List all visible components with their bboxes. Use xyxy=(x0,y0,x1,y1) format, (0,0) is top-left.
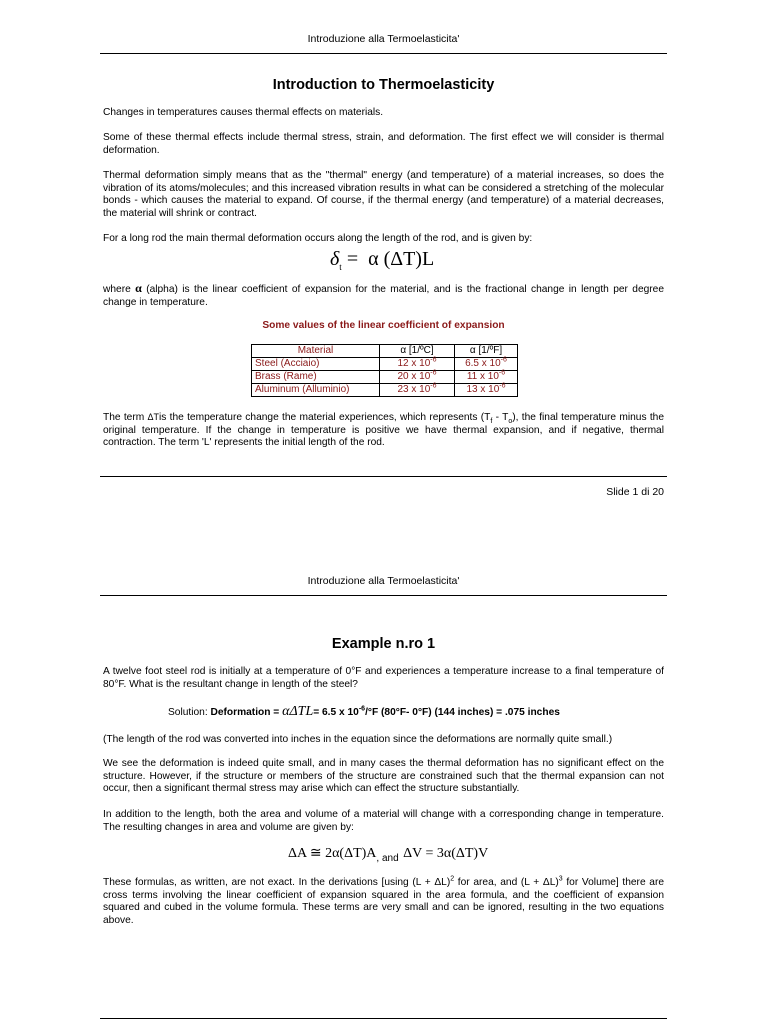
page-header: Introduzione alla Termoelasticita' xyxy=(307,33,460,45)
paragraph-deformation: Thermal deformation simply means that as the "thermal" energy (and temperature) of a material increases, so does the vibration of its atoms/molecules; and this increased vibration results in what can be considered a stretching of the molecular bonds - which causes the material to expand. Of course, if the thermal energy (and temperature) of a material decreases, the material will shrink or contract. xyxy=(103,170,664,219)
table-header-row xyxy=(252,345,518,358)
table-cell-fahrenheit: 13 x $10^{-6}$ xyxy=(455,384,518,397)
table-row xyxy=(252,384,518,397)
solution-formula: αΔTL xyxy=(282,704,314,719)
area-volume-equations xyxy=(288,844,488,862)
equation-delta-subscript: t xyxy=(339,262,342,272)
page-header: Introduzione alla Termoelasticita' xyxy=(307,575,460,587)
table-cell-material: Brass (Rame) xyxy=(252,371,380,384)
area-equation: ΔA ≅ 2α(ΔT)A xyxy=(288,846,377,861)
equation-delta: δ xyxy=(330,248,340,270)
footer-divider xyxy=(100,1018,667,1019)
table-cell-celsius: 12 x $10^{-6}$ xyxy=(380,358,455,371)
page-title: Example n.ro 1 xyxy=(331,636,436,652)
solution-bold: Deformation = xyxy=(210,707,283,718)
equation-rhs: = α (ΔT)L xyxy=(346,248,435,270)
paragraph-approximation: These formulas, as written, are not exact. In the derivations [using $(L + \Delta L)^2$ for area, and $(L + \Delta L)^3$ for Volume] there are cross terms involving the linear coefficient of expansion squared in the area formula, and the coefficient of expansion squared and cubed in the volume formula. These terms are very small and can be ignored, resulting in the two equations above. xyxy=(103,875,665,926)
table-cell-celsius: 23 x $10^{-6}$ xyxy=(380,384,455,397)
paragraph-problem: A twelve foot steel rod is initially at a temperature of 0°F and experiences a temperature increase to a final temperature of 80°F. What is the resultant change in length of the steel? xyxy=(103,666,664,690)
table-cell-fahrenheit: 6.5 x $10^{-6}$ xyxy=(455,358,518,371)
table-header-celsius: α [1/ºC] xyxy=(380,345,455,358)
table-header-material: Material xyxy=(252,345,380,358)
table-row xyxy=(252,371,518,384)
alpha-text-pre: where xyxy=(103,284,136,295)
footer-divider xyxy=(100,476,667,477)
table-caption: Some values of the linear coefficient of expansion xyxy=(262,320,505,331)
slide-number: Slide 1 di 20 xyxy=(606,486,664,498)
paragraph-units-note: (The length of the rod was converted into inches in the equation since the deformations are normally quite small.) xyxy=(103,734,613,745)
solution-label: Solution: xyxy=(168,707,211,718)
paragraph-alpha xyxy=(103,282,664,309)
paragraph-effects: Some of these thermal effects include thermal stress, strain, and deformation. The first effect we will consider is thermal deformation. xyxy=(103,132,664,156)
expansion-coefficient-table xyxy=(251,344,518,397)
table-cell-material: Steel (Acciaio) xyxy=(252,358,380,371)
thermal-deformation-equation xyxy=(330,248,434,271)
paragraph-area-volume: In addition to the length, both the area and volume of a material will change with a corresponding change in temperature. The resulting changes in area and volume are given by: xyxy=(103,809,664,833)
page-title: Introduction to Thermoelasticity xyxy=(272,77,495,93)
paragraph-long-rod: For a long rod the main thermal deformation occurs along the length of the rod, and is given by: xyxy=(103,233,533,244)
table-row xyxy=(252,358,518,371)
alpha-symbol: α xyxy=(135,281,142,295)
paragraph-stress: We see the deformation is indeed quite small, and in many cases the thermal deformation has no significant effect on the structure. However, if the structure or members of the structure are constrained such that the thermal expansion can not occur, then a significant thermal stress may arise which can effect the structure substantially. xyxy=(103,758,664,795)
volume-equation: ΔV = 3α(ΔT)V xyxy=(403,846,489,861)
alpha-text-post: (alpha) is the linear coefficient of expansion for the material, and is the fractional change in length per degree change in temperature. xyxy=(103,284,665,308)
table-cell-fahrenheit: 11 x $10^{-6}$ xyxy=(455,371,518,384)
table-cell-material: Aluminum (Alluminio) xyxy=(252,384,380,397)
header-divider xyxy=(100,53,667,54)
header-divider xyxy=(100,595,667,596)
table-cell-celsius: 20 x $10^{-6}$ xyxy=(380,371,455,384)
delta-t-symbol: ΔT xyxy=(147,412,160,422)
table-header-fahrenheit: α [1/ºF] xyxy=(455,345,518,358)
paragraph-intro: Changes in temperatures causes thermal effects on materials. xyxy=(103,107,384,118)
paragraph-delta-t: The term ΔTis the temperature change the material experiences, which represents $(T_f - T_o)$, the final temperature minus the original temperature. If the change in temperature is positive we have thermal expansion, and if negative, thermal contraction. The term 'L' represents the initial length of the rod. xyxy=(103,412,665,449)
solution-line: Solution: Deformation = αΔTL= 6.5 x $10^{-6}/^\circ F$ (80°F- 0°F) (144 inches) = .075 inches xyxy=(168,704,560,719)
equation-and: , and xyxy=(376,853,399,864)
